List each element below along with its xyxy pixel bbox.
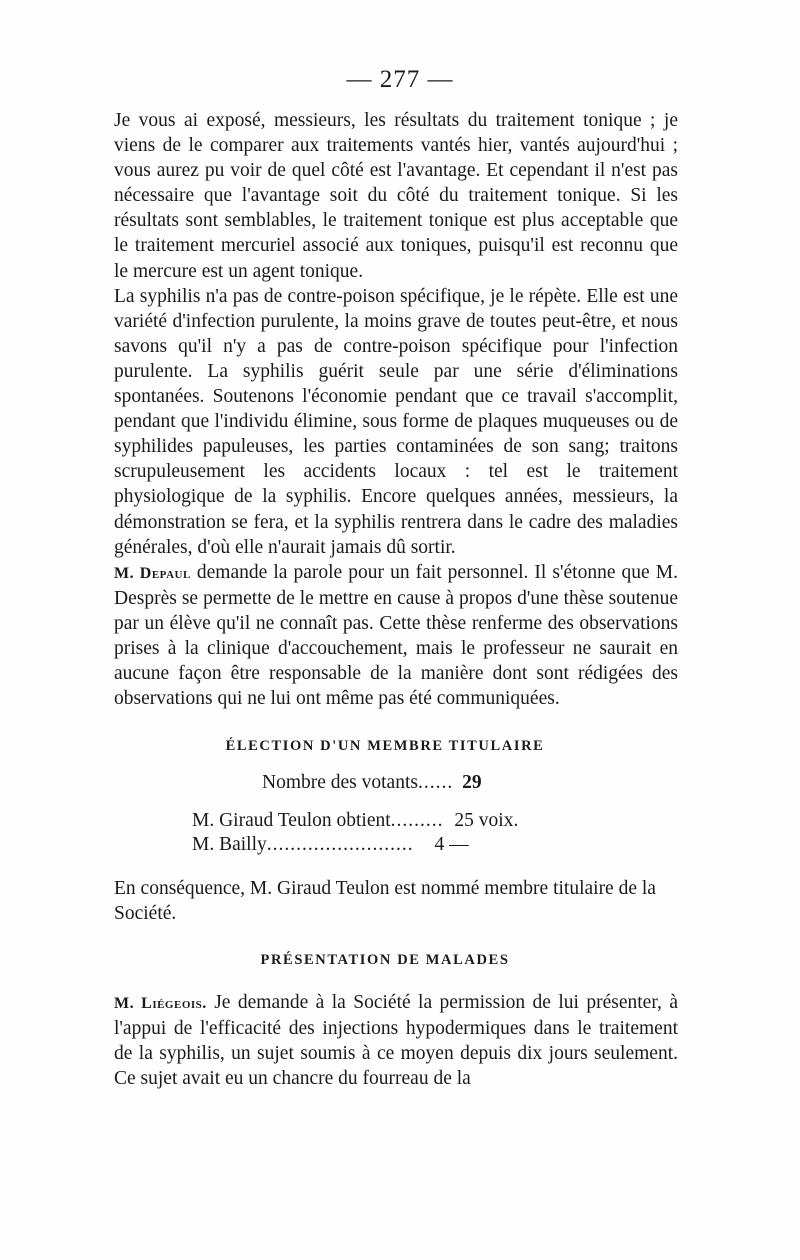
candidate-2-value: 4 —: [434, 834, 469, 855]
votants-label: Nombre des votants: [262, 772, 418, 793]
election-conclusion: En conséquence, M. Giraud Teulon est nommé membre titulaire de la Société.: [114, 878, 656, 925]
page-number: — 277 —: [346, 66, 454, 93]
candidate-1-line: [192, 810, 518, 832]
candidate-1-value: 25 voix.: [454, 810, 519, 831]
presentation-paragraph: [114, 990, 678, 1091]
votants-value: 29: [462, 772, 482, 793]
speaker-depaul: M. Depaul: [114, 564, 191, 582]
paragraph-3: [114, 560, 678, 712]
election-heading: ÉLECTION D'UN MEMBRE TITULAIRE: [225, 738, 545, 754]
votants-line: [262, 772, 482, 794]
speaker-liegeois: M. Liégeois.: [114, 995, 207, 1012]
candidate-1-label: M. Giraud Teulon obtient: [192, 810, 391, 831]
presentation-heading: PRÉSENTATION DE MALADES: [260, 952, 510, 968]
paragraph-3-text: demande la parole pour un fait personnel. Il s'étonne que M. Desprès se permette de le mettre en cause à propos d'une thèse soutenue par un élève qu'il ne connaît pas. Cette thèse renferme des observations prises à la clinique d'accouchement, mais le professeur ne saurait en aucune façon être responsable de la manière dont sont rédigées des observations qui ne lui ont même pas été communiquées.: [114, 561, 678, 710]
candidate-1-dots: .........: [390, 810, 444, 831]
candidate-2-line: [192, 834, 469, 856]
paragraph-1: Je vous ai exposé, messieurs, les résultats du traitement tonique ; je viens de le comparer aux traitements vantés hier, vantés aujourd'hui ; vous aurez pu voir de quel côté est l'avantage. Et cependant il n'est pas nécessaire que l'avantage soit du côté du traitement tonique. Si les résultats sont semblables, le traitement tonique est plus acceptable que le traitement mercuriel associé aux toniques, puisqu'il est reconnu que le mercure est un agent tonique.: [114, 110, 678, 282]
presentation-block: [114, 990, 678, 1091]
presentation-text: Je demande à la Société la permission de lui présenter, à l'appui de l'efficacité des injections hypodermiques dans le traitement de la syphilis, un sujet soumis à ce moyen depuis dix jours seulement. Ce sujet avait eu un chancre du fourreau de la: [114, 992, 678, 1090]
main-text-block: [114, 108, 678, 711]
election-conclusion-block: [114, 876, 678, 926]
candidate-2-dots: .........................: [266, 834, 414, 855]
paragraph-2: La syphilis n'a pas de contre-poison spécifique, je le répète. Elle est une variété d'infection purulente, la moins grave de toutes peut-être, et nous savons qu'il n'y a pas de contre-poison spécifique pour l'infection purulente. La syphilis guérit seule par une série d'éliminations spontanées. Soutenons l'économie pendant que ce travail s'accomplit, pendant que l'individu élimine, sous forme de plaques muqueuses ou de syphilides papuleuses, les parties contaminées de son sang; traitons scrupuleusement les accidents locaux : tel est le traitement physiologique de la syphilis. Encore quelques années, messieurs, la démonstration se fera, et la syphilis rentrera dans le cadre des maladies générales, d'où elle n'aurait jamais dû sortir.: [114, 285, 678, 558]
votants-dots: ......: [417, 772, 454, 793]
candidate-2-label: M. Bailly: [192, 834, 267, 855]
